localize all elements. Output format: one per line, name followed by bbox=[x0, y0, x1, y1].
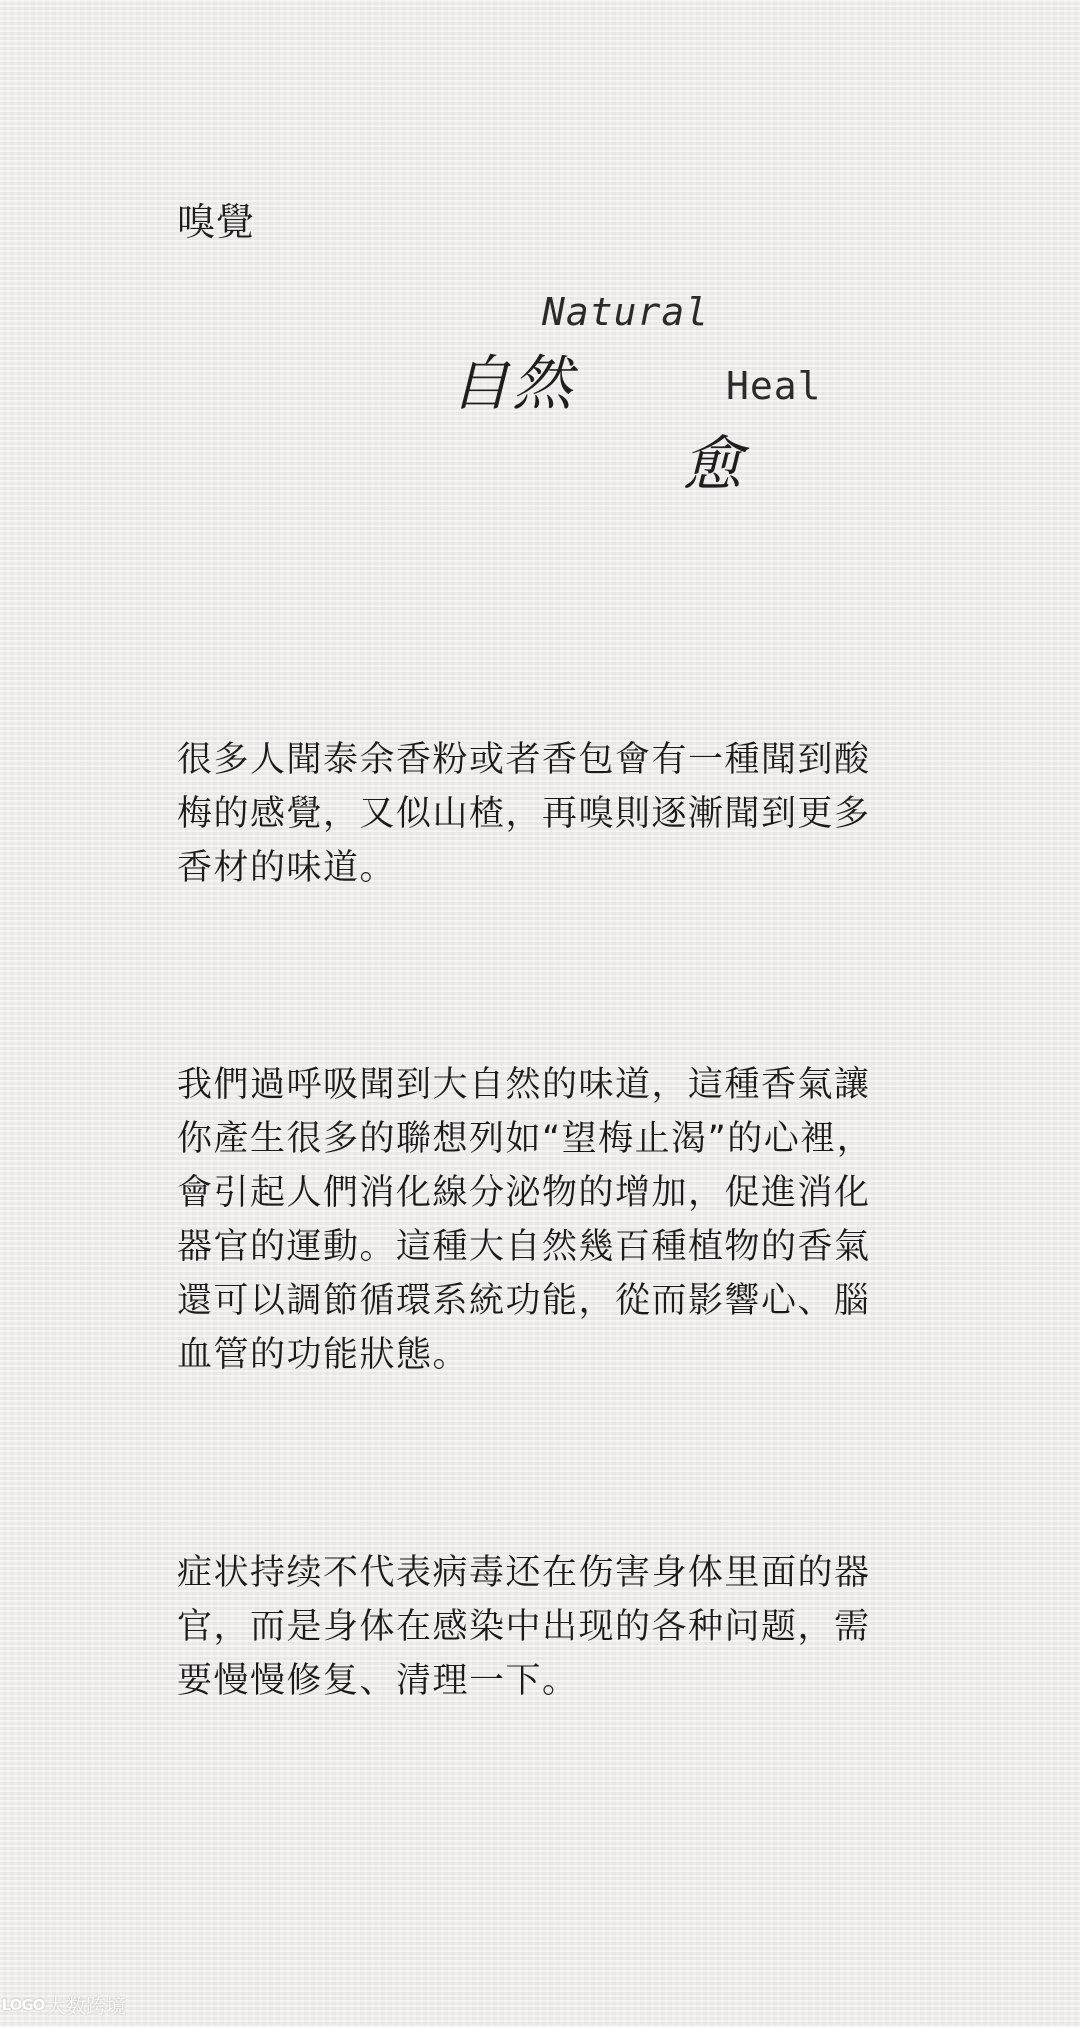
watermark bbox=[1, 1990, 126, 2019]
english-word-natural: Natural bbox=[542, 290, 710, 334]
paragraph-2: 我們過呼吸聞到大自然的味道，這種香氣讓你產生很多的聯想列如“望梅止渴”的心裡，會引起人們消化線分泌物的增加，促進消化器官的運動。這種大自然幾百種植物的香氣還可以調節循環系統功能，從而影響心、腦血管的功能狀態。 bbox=[177, 1065, 874, 1375]
watermark-logo-icon: LOGO bbox=[1, 1995, 45, 2014]
paragraph-1: 很多人聞泰余香粉或者香包會有一種聞到酸梅的感覺，又似山楂，再嗅則逐漸聞到更多香材的味道。 bbox=[177, 740, 871, 888]
paragraph-3: 症状持续不代表病毒还在伤害身体里面的器官，而是身体在感染中出现的各种问题，需要慢慢修复、清理一下。 bbox=[177, 1553, 871, 1701]
english-word-heal: Heal bbox=[726, 364, 822, 408]
watermark-text: 大数跨境 bbox=[46, 1994, 126, 2018]
section-label: 嗅覺 bbox=[177, 200, 256, 244]
chinese-word-natural: 自然 bbox=[450, 349, 574, 419]
chinese-word-heal: 愈 bbox=[682, 430, 742, 500]
